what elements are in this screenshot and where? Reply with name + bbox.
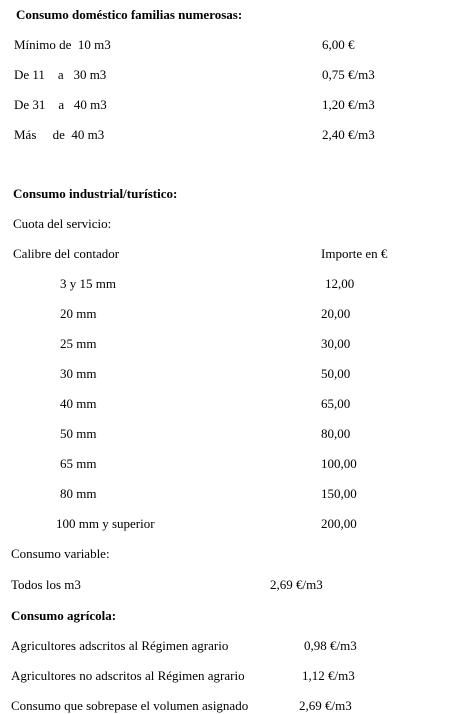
industrial-heading: Consumo industrial/turístico: [13, 186, 178, 201]
amount-cell: 50,00 [321, 366, 351, 381]
caliber-cell: 25 mm [60, 336, 97, 351]
agricultural-row-label: Agricultores adscritos al Régimen agrario [11, 638, 229, 653]
domestic-row-label: Más de 40 m3 [14, 127, 105, 142]
amount-cell: 12,00 [325, 276, 355, 291]
amount-cell: 100,00 [321, 456, 357, 471]
amount-cell: 30,00 [321, 336, 351, 351]
agricultural-row-label: Consumo que sobrepase el volumen asignado [11, 698, 249, 713]
caliber-column-header: Calibre del contador [13, 246, 120, 261]
caliber-cell: 80 mm [60, 486, 97, 501]
service-fee-label: Cuota del servicio: [13, 216, 112, 231]
caliber-cell: 50 mm [60, 426, 97, 441]
domestic-row-label: De 11 a 30 m3 [14, 67, 107, 82]
agricultural-row-price: 0,98 €/m3 [304, 638, 357, 653]
domestic-row-label: De 31 a 40 m3 [14, 97, 107, 112]
amount-column-header: Importe en € [321, 246, 388, 261]
agricultural-row-label: Agricultores no adscritos al Régimen agrario [11, 668, 245, 683]
amount-cell: 80,00 [321, 426, 351, 441]
caliber-cell: 100 mm y superior [56, 516, 155, 531]
amount-cell: 150,00 [321, 486, 357, 501]
all-m3-price: 2,69 €/m3 [270, 577, 323, 592]
amount-cell: 200,00 [321, 516, 357, 531]
agricultural-heading: Consumo agrícola: [11, 608, 117, 623]
agricultural-row-price: 2,69 €/m3 [299, 698, 352, 713]
caliber-cell: 65 mm [60, 456, 97, 471]
domestic-row-price: 2,40 €/m3 [322, 127, 375, 142]
caliber-cell: 30 mm [60, 366, 97, 381]
domestic-row-price: 6,00 € [322, 37, 355, 52]
all-m3-label: Todos los m3 [11, 577, 81, 592]
caliber-cell: 40 mm [60, 396, 97, 411]
amount-cell: 20,00 [321, 306, 351, 321]
agricultural-row-price: 1,12 €/m3 [302, 668, 355, 683]
domestic-heading: Consumo doméstico familias numerosas: [16, 7, 243, 22]
caliber-cell: 20 mm [60, 306, 97, 321]
variable-consumption-label: Consumo variable: [11, 546, 110, 561]
domestic-row-price: 1,20 €/m3 [322, 97, 375, 112]
amount-cell: 65,00 [321, 396, 351, 411]
domestic-row-price: 0,75 €/m3 [322, 67, 375, 82]
domestic-row-label: Mínimo de 10 m3 [14, 37, 111, 52]
caliber-cell: 3 y 15 mm [60, 276, 116, 291]
